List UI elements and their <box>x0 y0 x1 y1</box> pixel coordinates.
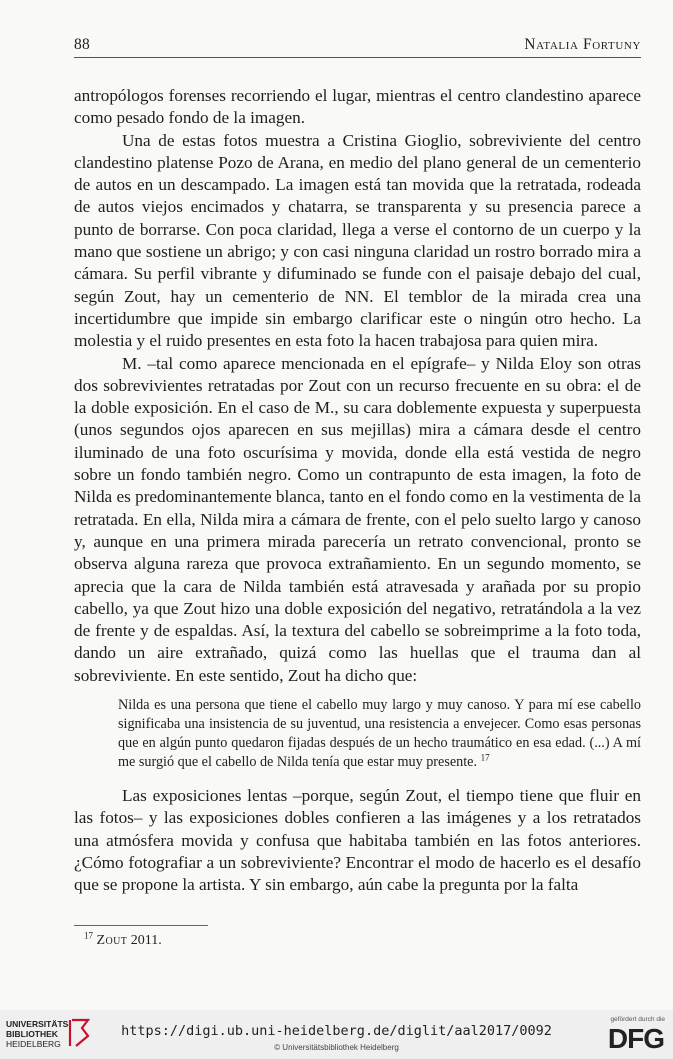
footnote-number: 17 <box>84 930 93 941</box>
footnote-year: 2011. <box>130 933 162 948</box>
block-quote <box>118 696 641 772</box>
footnote <box>84 930 162 949</box>
page-url-link[interactable]: https://digi.ub.uni-heidelberg.de/diglit/aal2017/0092 <box>121 1023 552 1039</box>
footnote-ref[interactable]: 17 <box>480 752 490 763</box>
copyright-text: © Universitätsbibliothek Heidelberg <box>274 1043 399 1052</box>
quote-text: Nilda es una persona que tiene el cabello muy largo y muy canoso. Y para mí ese cabello significaba una insistencia de su juventud, una resistencia a envejecer. Como esas personas que en algún punto quedaron fijadas después de un hecho traumático en esa edad. (...) A mí me surgió que el cabello de Nilda tenía que estar muy presente. <box>118 697 641 771</box>
dfg-logo[interactable]: DFG <box>607 1023 664 1054</box>
paragraph-1: antropólogos forenses recorriendo el lugar, mientras el centro clandestino aparece como pesado fondo de la imagen. <box>74 86 641 128</box>
paragraph-2: Una de estas fotos muestra a Cristina Gioglio, sobreviviente del centro clandestino platense Pozo de Arana, en medio del plano general de un cementerio de autos en un descampado. La imagen está tan movida que la retratada, rodeada de autos viejos encimados y chatarra, se transparenta y su presencia parece a punto de borrarse. Con poca claridad, llega a verse el contorno de un cuerpo y la mano que sostiene un abrigo; y con casi ninguna claridad un rostro borrado mira a cámara. Su perfil vibrante y difuminado se funde con el paisaje debajo del cual, según Zout, hay un cementerio de NN. El temblor de la mirada crea una incertidumbre que impide sin embargo clarificar este o ningún otro hecho. La molestia y el ruido presentes en esta foto la hacen trabajosa para quien mira. <box>74 130 641 351</box>
header-rule <box>74 57 641 58</box>
library-logo[interactable]: UNIVERSITÄTS- BIBLIOTHEK HEIDELBERG <box>6 1019 72 1049</box>
footnote-rule <box>74 925 208 926</box>
footnote-author: Zout <box>96 933 128 948</box>
body-text <box>74 85 641 897</box>
digitization-footer <box>0 1010 673 1059</box>
paragraph-3: M. –tal como aparece mencionada en el epígrafe– y Nilda Eloy son otras dos sobrevivientes retratadas por Zout con un recurso frecuente en su obra: el de la doble exposición. En el caso de M., su cara doblemente expuesta y superpuesta (unos segundos ojos aparecen en sus mejillas) mira a cámara desde el centro iluminado de una foto oscurísima y movida, donde ella está vestida de negro sobre un fondo también negro. Como un contrapunto de esta imagen, la foto de Nilda es predominantemente blanca, tanto en el fondo como en la vestimenta de la retratada. En ella, Nilda mira a cámara de frente, con el pelo suelto largo y canoso y, aunque en una primera mirada parecería un retrato convencional, pronto se observa alguna rareza que provoca extrañamiento. En un segundo momento, se aprecia que la cara de Nilda también está atravesada y arañada por su propio cabello, ya que Zout hizo una doble exposición del negativo, retratándola a la vez de frente y de espaldas. Así, la textura del cabello se sobreimprime a la foto toda, dando un aire extrañado, quizá como las huellas que el trauma dan al sobreviviente. En este sentido, Zout ha dicho que: <box>74 353 641 685</box>
running-head-author: Natalia Fortuny <box>524 36 641 53</box>
paragraph-4: Las exposiciones lentas –porque, según Zout, el tiempo tiene que fluir en las fotos– y las exposiciones dobles confieren a las imágenes y a los retratados una atmósfera movida y confusa que habitaba también en las fotos anteriores. ¿Cómo fotografiar a un sobreviviente? Encontrar el modo de hacerlo es el desafío que se propone la artista. Y sin embargo, aún cabe la pregunta por la falta <box>74 786 641 895</box>
page-number: 88 <box>74 36 91 53</box>
funded-by-label: gefördert durch die <box>610 1016 665 1023</box>
